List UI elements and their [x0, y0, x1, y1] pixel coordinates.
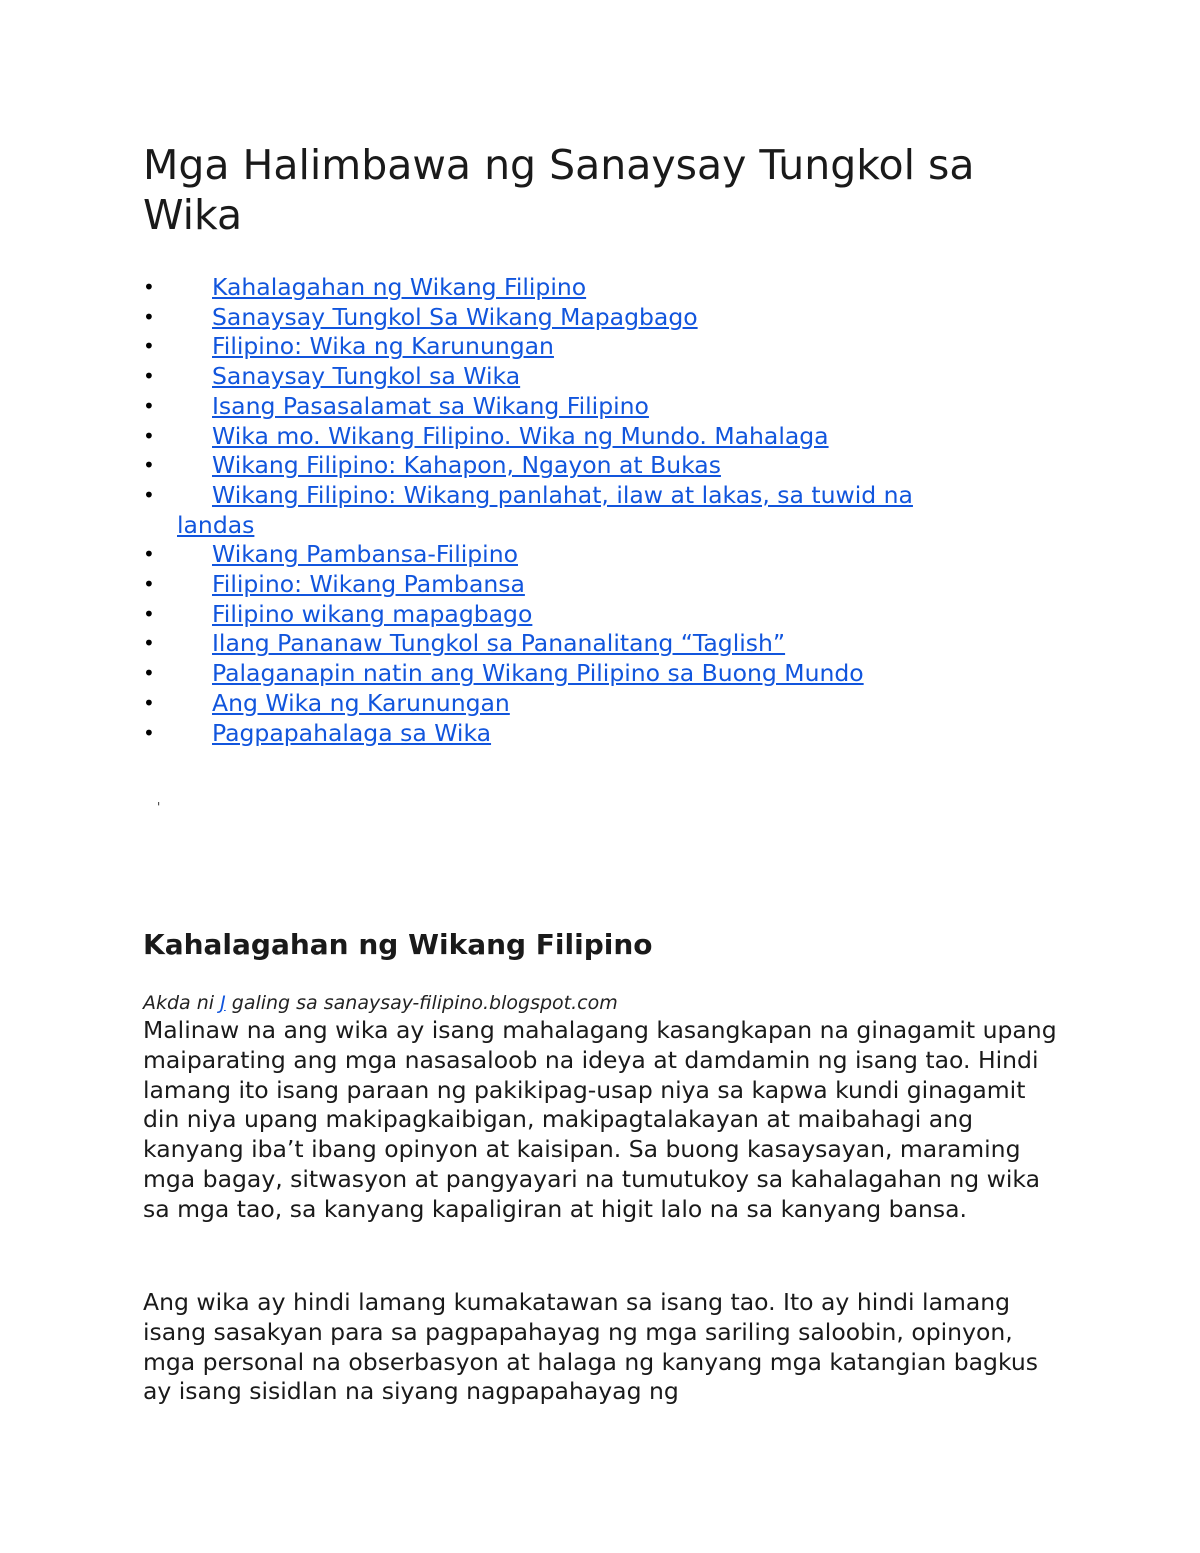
- bullet-icon: •: [143, 334, 155, 359]
- list-item: [143, 422, 1043, 452]
- list-item: [143, 273, 1043, 303]
- list-item: [143, 659, 1043, 689]
- list-item: [143, 362, 1043, 392]
- toc-link[interactable]: Wikang Filipino: Wikang panlahat, ilaw at lakas, sa tuwid na: [212, 480, 913, 509]
- bullet-icon: •: [143, 393, 155, 418]
- byline: [143, 990, 618, 1016]
- table-of-contents: [143, 273, 1043, 748]
- toc-link[interactable]: Isang Pasasalamat sa Wikang Filipino: [212, 391, 649, 420]
- bullet-icon: •: [143, 453, 155, 478]
- body-paragraph: Ang wika ay hindi lamang kumakatawan sa isang tao. Ito ay hindi lamang isang sasakyan para sa pagpapahayag ng mga sariling saloobin, opinyon, mga personal na obserbasyon at halaga ng kanyang mga katangian bagkus ay isang sisidlan na siyang nagpapahayag ng: [143, 1288, 1038, 1406]
- bullet-icon: •: [143, 572, 155, 597]
- toc-link[interactable]: Filipino wikang mapagbago: [212, 599, 533, 628]
- bullet-icon: •: [143, 601, 155, 626]
- toc-link-continuation[interactable]: landas: [177, 510, 255, 539]
- bullet-icon: •: [143, 364, 155, 389]
- bullet-icon: •: [143, 631, 155, 656]
- bullet-icon: •: [143, 661, 155, 686]
- list-item: [143, 451, 1043, 481]
- list-item: [143, 570, 1043, 600]
- toc-link[interactable]: Pagpapahalaga sa Wika: [212, 718, 492, 747]
- section-heading: Kahalagahan ng Wikang Filipino: [143, 928, 653, 961]
- byline-suffix: galing sa sanaysay-filipino.blogspot.com: [225, 992, 618, 1014]
- page-title: Mga Halimbawa ng Sanaysay Tungkol sa Wika: [143, 141, 975, 239]
- stray-mark: ': [157, 800, 161, 814]
- body-paragraph: Malinaw na ang wika ay isang mahalagang kasangkapan na ginagamit upang maiparating ang mga nasasaloob na ideya at damdamin ng isang tao. Hindi lamang ito isang paraan ng pakikipag-usap niya sa kapwa kundi ginagamit din niya upang makipagkaibigan, makipagtalakayan at maibahagi ang kanyang iba’t ibang opinyon at kaisipan. Sa buong kasaysayan, maraming mga bagay, sitwasyon at pangyayari na tumutukoy sa kahalagahan ng wika sa mga tao, sa kanyang kapaligiran at higit lalo na sa kanyang bansa.: [143, 1016, 1057, 1223]
- list-item: [143, 332, 1043, 362]
- list-item: [143, 689, 1043, 719]
- toc-link[interactable]: Wikang Filipino: Kahapon, Ngayon at Bukas: [212, 451, 721, 480]
- author-link[interactable]: J: [220, 992, 226, 1014]
- toc-link[interactable]: Filipino: Wika ng Karunungan: [212, 332, 554, 361]
- list-item: [143, 303, 1043, 333]
- bullet-icon: •: [143, 304, 155, 329]
- toc-link[interactable]: Ang Wika ng Karunungan: [212, 688, 510, 717]
- toc-link[interactable]: Filipino: Wikang Pambansa: [212, 570, 525, 599]
- bullet-icon: •: [143, 542, 155, 567]
- toc-link[interactable]: Kahalagahan ng Wikang Filipino: [212, 273, 587, 301]
- byline-prefix: Akda ni: [143, 992, 221, 1014]
- list-item: [143, 629, 1043, 659]
- bullet-icon: •: [143, 482, 155, 507]
- bullet-icon: •: [143, 423, 155, 448]
- bullet-icon: •: [143, 720, 155, 745]
- toc-link[interactable]: Ilang Pananaw Tungkol sa Pananalitang “Taglish”: [212, 629, 786, 658]
- list-item: [143, 540, 1043, 570]
- bullet-icon: •: [143, 690, 155, 715]
- list-item: [143, 392, 1043, 422]
- toc-link[interactable]: Wikang Pambansa-Filipino: [212, 540, 518, 569]
- list-item: [143, 719, 1043, 749]
- toc-link[interactable]: Sanaysay Tungkol sa Wika: [212, 362, 521, 391]
- toc-link[interactable]: Sanaysay Tungkol Sa Wikang Mapagbago: [212, 302, 698, 331]
- toc-link[interactable]: Wika mo. Wikang Filipino. Wika ng Mundo. Mahalaga: [212, 421, 829, 450]
- list-item: [143, 481, 1043, 540]
- toc-link[interactable]: Palaganapin natin ang Wikang Pilipino sa Buong Mundo: [212, 659, 864, 688]
- list-item: [143, 600, 1043, 630]
- bullet-icon: •: [143, 275, 155, 299]
